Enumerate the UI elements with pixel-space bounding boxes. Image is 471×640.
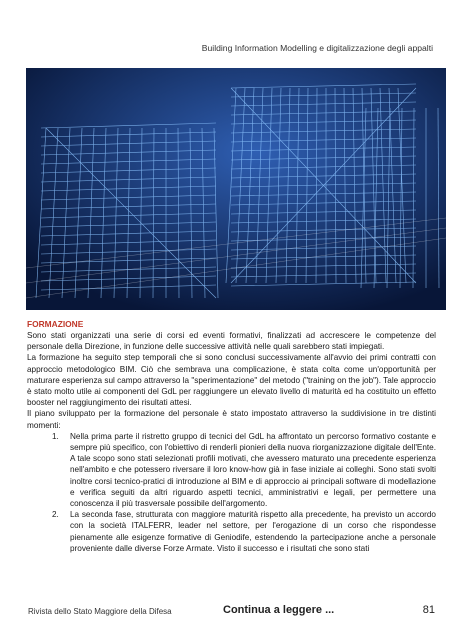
continue-reading-link[interactable]: Continua a leggere ... xyxy=(223,604,335,616)
list-item xyxy=(27,509,436,554)
list-item xyxy=(27,431,436,509)
paragraph: Il piano sviluppato per la formazione del personale è stato impostato attraverso la suddivisione in tre distinti momenti: xyxy=(27,409,436,430)
running-head: Building Information Modelling e digitalizzazione degli appalti xyxy=(201,43,433,53)
list-number: 1. xyxy=(52,431,59,441)
list-text: Nella prima parte il ristretto gruppo di tecnici del GdL ha affrontato un percorso formativo costante e sempre più specifico, con l'obiettivo di renderli pionieri della nuova riorganizzazione digitale dell'Ente. A tale scopo sono stati selezionati profili motivati, che avessero maturato una precedente esperienza nell'ambito e che potessero riversare il loro know-how già in fase iniziale ai colleghi. Sono stati svolti inoltre corsi tecnico-pratici di introduzione al BIM e di approccio ai principali software di modellazione e verifica seguiti da altri riguardo aspetti tecnici, amministrativi e legali, per permettere una conoscenza il più trasversale possibile dell'argomento. xyxy=(70,431,436,509)
list-text: La seconda fase, strutturata con maggiore maturità rispetto alla precedente, ha previsto un accordo con la società ITALFERR, leader nel settore, per l'erogazione di un corso che rispondesse pienamente alle esigenze formative di Geniodife, estendendo la partecipazione anche a personale proveniente dalle diverse Forze Armate. Visto il successo e i risultati che sono stati xyxy=(70,510,436,553)
list-number: 2. xyxy=(52,510,59,520)
article-body xyxy=(27,318,436,554)
hero-image xyxy=(26,68,446,310)
paragraph: Sono stati organizzati una serie di corsi ed eventi formativi, finalizzati ad accrescere le competenze del personale della Direzione, in funzione delle successive attività nelle quali sarebbero stati impiegati. xyxy=(27,331,436,352)
bim-wireframe-icon xyxy=(26,68,446,310)
publication-name: Rivista dello Stato Maggiore della Difesa xyxy=(28,607,172,616)
page-number: 81 xyxy=(422,604,435,616)
section-title: FORMAZIONE xyxy=(27,319,84,329)
numbered-list xyxy=(27,431,436,554)
page-footer xyxy=(28,604,435,620)
paragraph: La formazione ha seguito step temporali che si sono conclusi successivamente all'avvio dei primi contratti con approccio metodologico BIM. Ciò che sembrava una complicazione, è stata colta come un'opportunità per maturare esperienza sul campo attraverso la "sperimentazione" del metodo ("training on the job"). Tale approccio è stato molto utile ai componenti del GdL per raggiungere un elevato livello di maturità ed ha costituito un effetto booster nel raggiungimento dei risultati attesi. xyxy=(27,353,436,408)
